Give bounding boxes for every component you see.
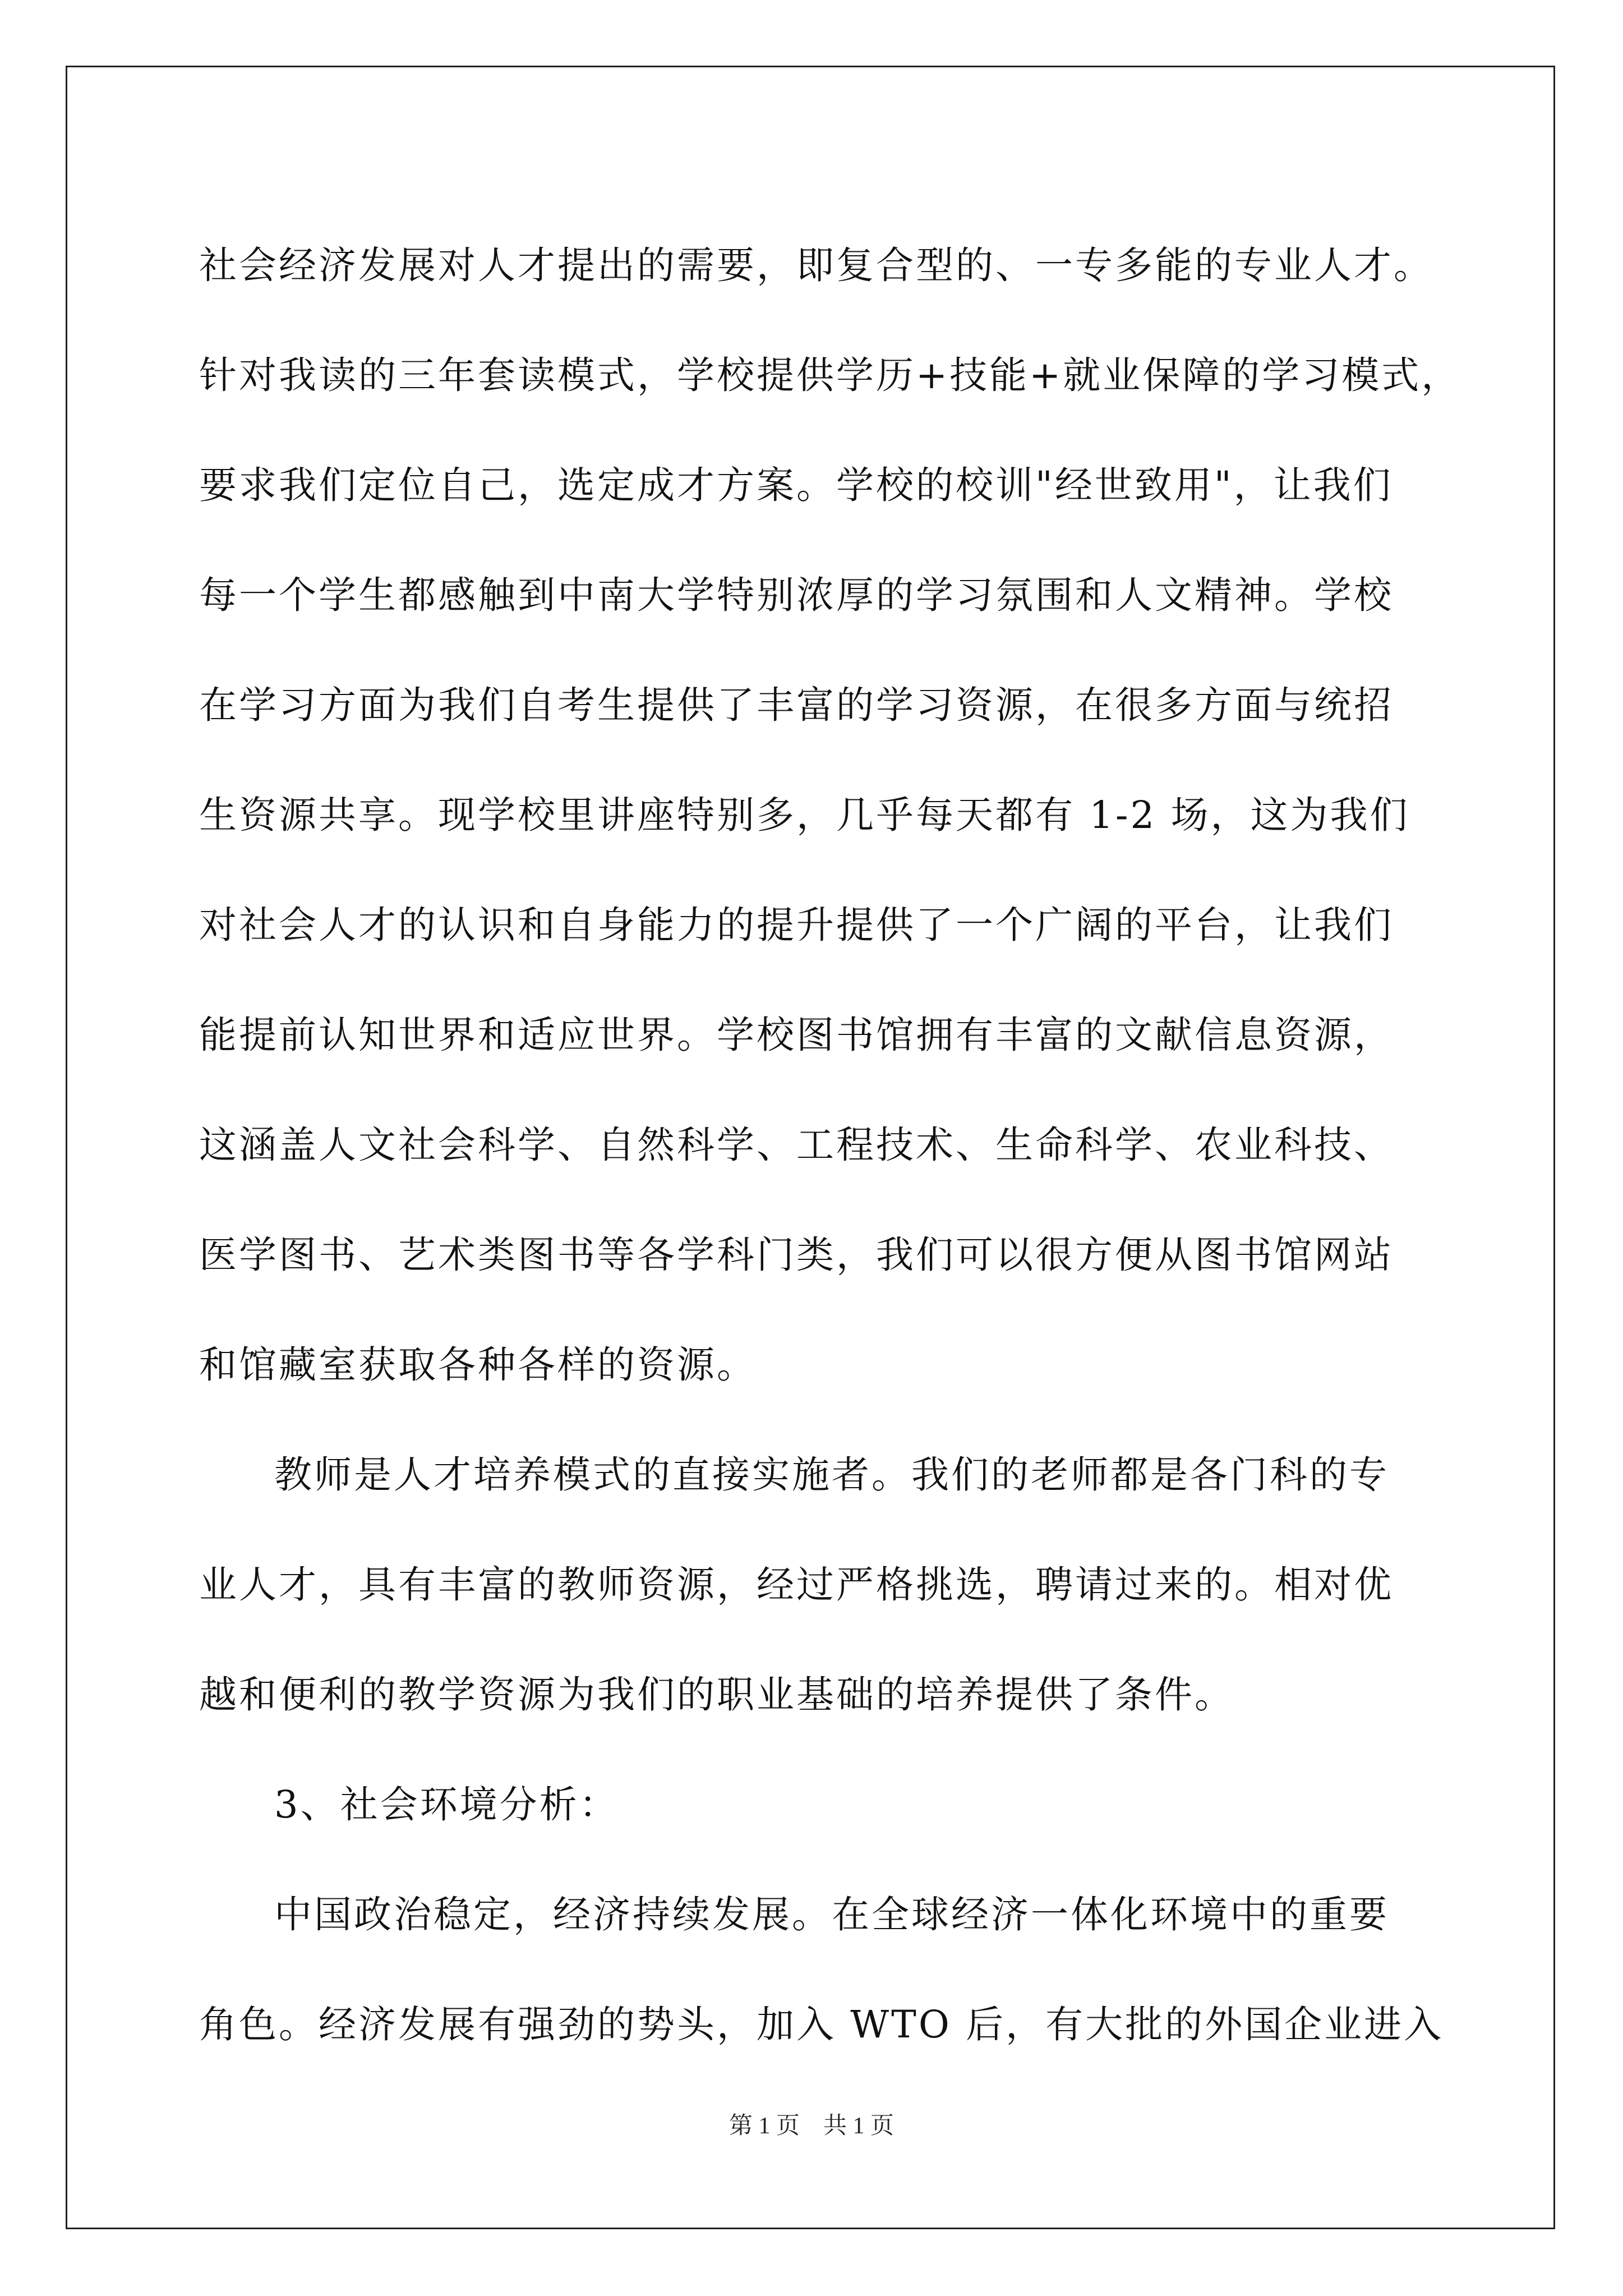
text-line: 要求我们定位自己，选定成才方案。学校的校训"经世致用"，让我们 [199,463,1393,507]
page-total: 共 1 页 [823,2113,895,2139]
text-line: 业人才，具有丰富的教师资源，经过严格挑选，聘请过来的。相对优 [199,1563,1394,1607]
page-number: 第 1 页 [728,2113,800,2139]
text-line: 能提前认知世界和适应世界。学校图书馆拥有丰富的文献信息资源， [199,1013,1394,1057]
text-line: 越和便利的教学资源为我们的职业基础的培养提供了条件。 [199,1673,1234,1717]
document-body [199,210,1461,2079]
text-line: 每一个学生都感触到中南大学特别浓厚的学习氛围和人文精神。学校 [199,573,1394,617]
section-heading: 3、社会环境分析： [274,1783,619,1826]
text-line: 在学习方面为我们自考生提供了丰富的学习资源，在很多方面与统招 [199,683,1394,727]
text-line: 针对我读的三年套读模式，学校提供学历+技能+就业保障的学习模式， [199,353,1461,397]
text-line: 生资源共享。现学校里讲座特别多，几乎每天都有 1-2 场，这为我们 [199,793,1410,837]
text-line: 和馆藏室获取各种各样的资源。 [199,1343,757,1387]
text-line: 教师是人才培养模式的直接实施者。我们的老师都是各门科的专 [274,1453,1389,1497]
page-footer [0,2112,1623,2140]
text-line: 对社会人才的认识和自身能力的提升提供了一个广阔的平台，让我们 [199,903,1394,947]
text-line: 医学图书、艺术类图书等各学科门类，我们可以很方便从图书馆网站 [199,1233,1394,1277]
text-line: 角色。经济发展有强劲的势头，加入 WTO 后，有大批的外国企业进入 [199,2003,1444,2046]
text-line: 中国政治稳定，经济持续发展。在全球经济一体化环境中的重要 [274,1893,1389,1936]
text-line: 社会经济发展对人才提出的需要，即复合型的、一专多能的专业人才。 [199,243,1433,287]
text-line: 这涵盖人文社会科学、自然科学、工程技术、生命科学、农业科技、 [199,1123,1394,1167]
